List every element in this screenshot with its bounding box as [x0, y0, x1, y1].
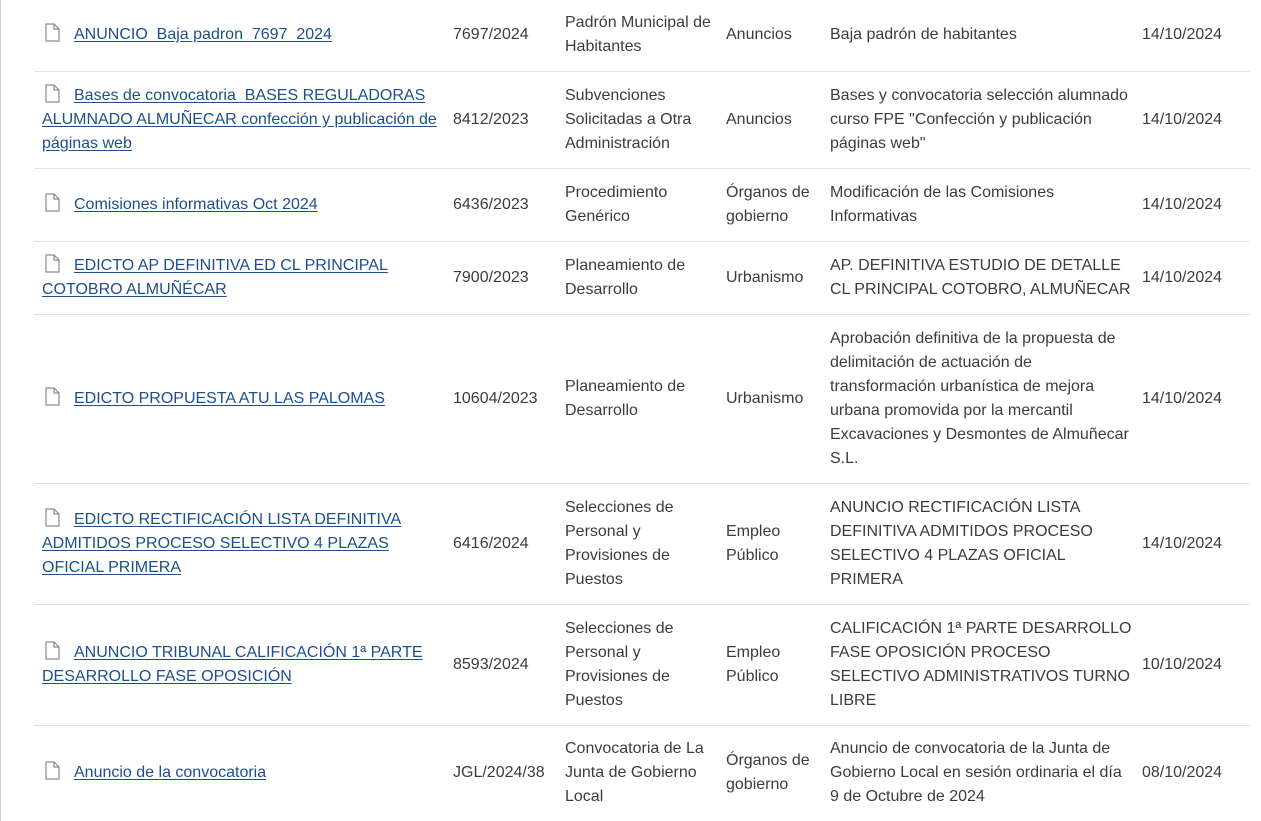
document-link[interactable]: Comisiones informativas Oct 2024 [74, 195, 318, 213]
table-row [34, 604, 1250, 725]
title-cell [34, 241, 453, 314]
table-row [34, 725, 1250, 820]
procedure: Subvenciones Solicitadas a Otra Administración [565, 71, 726, 168]
document-link[interactable]: Bases de convocatoria_BASES REGULADORAS ALUMNADO ALMUÑECAR confección y publicación de páginas web [42, 86, 437, 152]
procedure: Procedimiento Genérico [565, 168, 726, 241]
table-row [34, 0, 1250, 71]
file-number: JGL/2024/38 [453, 763, 545, 781]
file-number: 8412/2023 [453, 71, 565, 168]
table-row [34, 241, 1250, 314]
title-cell [34, 71, 453, 168]
table-row [34, 483, 1250, 604]
procedure: Planeamiento de Desarrollo [565, 314, 726, 483]
description: ANUNCIO RECTIFICACIÓN LISTA DEFINITIVA ADMITIDOS PROCESO SELECTIVO 4 PLAZAS OFICIAL PRIMERA [830, 483, 1142, 604]
documents-table [34, 0, 1250, 820]
file-number: 6436/2023 [453, 168, 565, 241]
table-row [34, 168, 1250, 241]
document-link[interactable]: EDICTO RECTIFICACIÓN LISTA DEFINITIVA ADMITIDOS PROCESO SELECTIVO 4 PLAZAS OFICIAL PRIMERA [42, 510, 402, 576]
category: Empleo Público [726, 483, 830, 604]
document-icon [45, 508, 60, 527]
category: Órganos de gobierno [726, 168, 830, 241]
table-row [34, 314, 1250, 483]
title-cell [34, 314, 453, 483]
procedure: Convocatoria de La Junta de Gobierno Local [565, 739, 704, 805]
file-number: 8593/2024 [453, 604, 565, 725]
file-number: 10604/2023 [453, 314, 565, 483]
description: Baja padrón de habitantes [830, 0, 1142, 71]
publication-date: 14/10/2024 [1142, 168, 1250, 241]
category: Órganos de gobierno [726, 751, 810, 793]
document-link[interactable]: EDICTO PROPUESTA ATU LAS PALOMAS [74, 389, 385, 407]
category: Anuncios [726, 71, 830, 168]
category: Anuncios [726, 0, 830, 71]
document-icon [45, 254, 60, 273]
title-cell [34, 0, 453, 71]
document-link[interactable]: ANUNCIO TRIBUNAL CALIFICACIÓN 1ª PARTE DESARROLLO FASE OPOSICIÓN [42, 643, 423, 685]
document-link[interactable]: Anuncio de la convocatoria [74, 763, 267, 781]
title-cell [34, 725, 453, 820]
procedure: Padrón Municipal de Habitantes [565, 0, 726, 71]
category: Urbanismo [726, 314, 830, 483]
table-row [34, 71, 1250, 168]
description: AP. DEFINITIVA ESTUDIO DE DETALLE CL PRINCIPAL COTOBRO, ALMUÑECAR [830, 241, 1142, 314]
procedure: Selecciones de Personal y Provisiones de Puestos [565, 483, 726, 604]
description: Anuncio de convocatoria de la Junta de Gobierno Local en sesión ordinaria el día 9 de Octubre de 2024 [830, 739, 1122, 805]
title-cell [34, 483, 453, 604]
document-link[interactable]: EDICTO AP DEFINITIVA ED CL PRINCIPAL COTOBRO ALMUÑÉCAR [42, 256, 388, 298]
document-icon [45, 23, 60, 42]
procedure: Selecciones de Personal y Provisiones de Puestos [565, 604, 726, 725]
document-icon [45, 641, 60, 660]
document-icon [45, 387, 60, 406]
publication-date: 14/10/2024 [1142, 0, 1250, 71]
description: Modificación de las Comisiones Informativas [830, 168, 1142, 241]
title-cell [34, 168, 453, 241]
publication-date: 14/10/2024 [1142, 483, 1250, 604]
procedure: Planeamiento de Desarrollo [565, 241, 726, 314]
publication-date: 10/10/2024 [1142, 604, 1250, 725]
publication-date: 14/10/2024 [1142, 314, 1250, 483]
category: Urbanismo [726, 241, 830, 314]
document-icon [45, 761, 60, 780]
publication-date: 14/10/2024 [1142, 241, 1250, 314]
file-number: 6416/2024 [453, 483, 565, 604]
category: Empleo Público [726, 604, 830, 725]
document-icon [45, 84, 60, 103]
description: Aprobación definitiva de la propuesta de delimitación de actuación de transformación urbanística de mejora urbana promovida por la mercantil Excavaciones y Desmontes de Almuñecar S.L. [830, 314, 1142, 483]
file-number: 7697/2024 [453, 0, 565, 71]
publication-date: 14/10/2024 [1142, 71, 1250, 168]
publication-date: 08/10/2024 [1142, 763, 1223, 781]
description: CALIFICACIÓN 1ª PARTE DESARROLLO FASE OPOSICIÓN PROCESO SELECTIVO ADMINISTRATIVOS TURNO LIBRE [830, 604, 1142, 725]
document-link[interactable]: ANUNCIO_Baja padron_7697_2024 [74, 26, 332, 44]
document-icon [45, 193, 60, 212]
title-cell [34, 604, 453, 725]
file-number: 7900/2023 [453, 241, 565, 314]
description: Bases y convocatoria selección alumnado curso FPE "Confección y publicación páginas web" [830, 71, 1142, 168]
